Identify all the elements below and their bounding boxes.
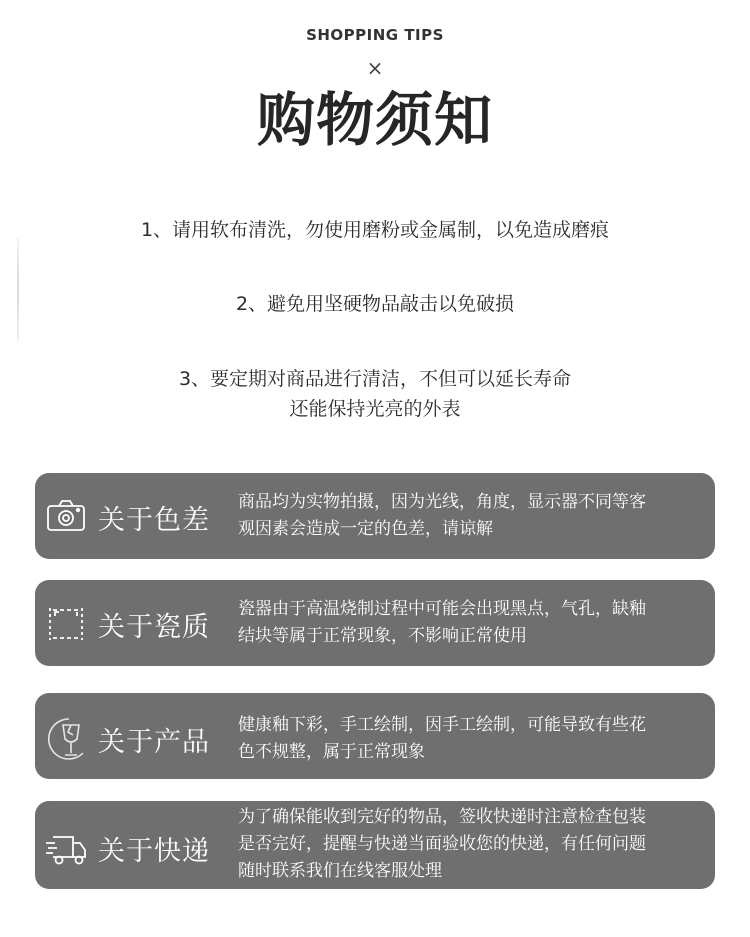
card-description [238,804,708,885]
card-description [238,712,708,766]
card-color-difference [35,473,715,559]
card-line: 色不规整，属于正常现象 [238,742,425,762]
card-line: 为了确保能收到完好的物品，签收快递时注意检查包装 [238,807,646,827]
card-title: 关于色差 [98,505,210,536]
texture-frame-icon [43,600,89,646]
fragile-glass-icon [43,715,89,761]
tip-3-line-1: 3、要定期对商品进行清洁，不但可以延长寿命 [178,368,572,390]
card-delivery [35,801,715,889]
page-title: 购物须知 [256,86,493,154]
card-line: 观因素会造成一定的色差，请谅解 [238,519,493,539]
card-description [238,489,708,543]
header-subtitle: SHOPPING TIPS [306,26,444,44]
card-title: 关于产品 [98,727,210,758]
header-divider: × [366,56,384,80]
card-title: 关于瓷质 [98,612,210,643]
tip-1: 1、请用软布清洗，勿使用磨粉或金属制，以免造成磨痕 [140,219,610,241]
card-product [35,693,715,779]
tip-3-line-2: 还能保持光亮的外表 [289,398,461,420]
delivery-truck-icon [43,825,89,871]
card-line: 随时联系我们在线客服处理 [238,861,442,881]
camera-icon [43,493,89,539]
card-porcelain-quality [35,580,715,666]
card-line: 商品均为实物拍摄，因为光线，角度，显示器不同等客 [238,492,646,512]
tip-2: 2、避免用坚硬物品敲击以免破损 [235,293,515,315]
card-title: 关于快递 [98,836,210,867]
card-line: 健康釉下彩，手工绘制，因手工绘制，可能导致有些花 [238,715,646,735]
card-description [238,596,708,650]
card-line: 结块等属于正常现象，不影响正常使用 [238,626,527,646]
tip-3 [0,364,750,424]
card-line: 瓷器由于高温烧制过程中可能会出现黑点，气孔，缺釉 [238,599,646,619]
card-line: 是否完好，提醒与快递当面验收您的快递，有任何问题 [238,834,646,854]
